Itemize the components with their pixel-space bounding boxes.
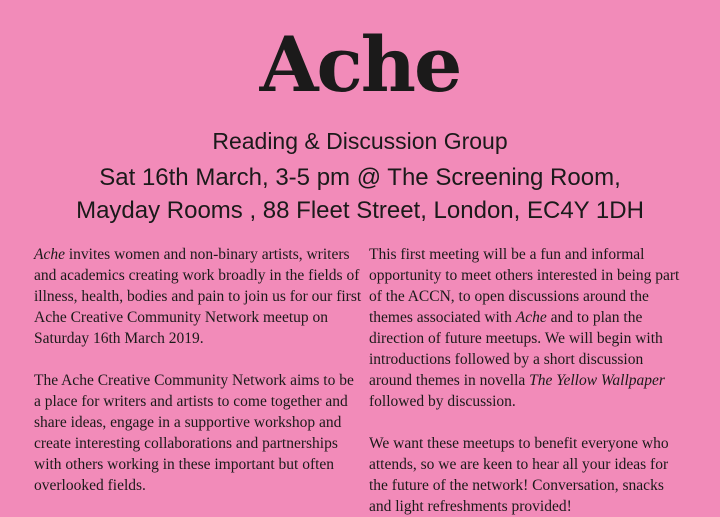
meeting-paragraph <box>369 244 689 412</box>
meeting-text-c: followed by discussion. <box>369 393 516 410</box>
event-address: Mayday Rooms , 88 Fleet Street, London, EC4Y 1DH <box>76 197 644 224</box>
right-column <box>369 244 689 517</box>
meeting-text-a: This first meeting will be a fun and informal opportunity to meet others interested in being part of the ACCN, to open discussions around the themes associated with <box>369 246 680 326</box>
intro-text: invites women and non-binary artists, writers and academics creating work broadly in the fields of illness, health, bodies and pain to join us for our first Ache Creative Community Network meetup on Saturday 16th March 2019. <box>34 246 362 347</box>
meeting-text-b: and to plan the direction of future meetups. We will begin with introductions followed by a short discussion around themes in novella <box>369 309 663 389</box>
closing-paragraph: We want these meetups to benefit everyone who attends, so we are keen to hear all your ideas for the future of the network! Conversation, snacks and light refreshments provided! <box>369 435 669 515</box>
book-title: The Yellow Wallpaper <box>529 372 665 389</box>
intro-paragraph <box>34 244 364 349</box>
ache-italic-2: Ache <box>515 309 547 326</box>
ache-italic: Ache <box>34 246 65 263</box>
event-date-time: Sat 16th March, 3-5 pm @ The Screening Room, <box>99 164 621 191</box>
left-column <box>34 244 364 496</box>
event-name: Reading & Discussion Group <box>212 128 508 154</box>
network-paragraph: The Ache Creative Community Network aims to be a place for writers and artists to come together and share ideas, engage in a supportive workshop and create interesting collaborations and partnerships with others working in these important but often overlooked fields. <box>34 372 354 494</box>
flyer-title: Ache <box>259 20 461 109</box>
